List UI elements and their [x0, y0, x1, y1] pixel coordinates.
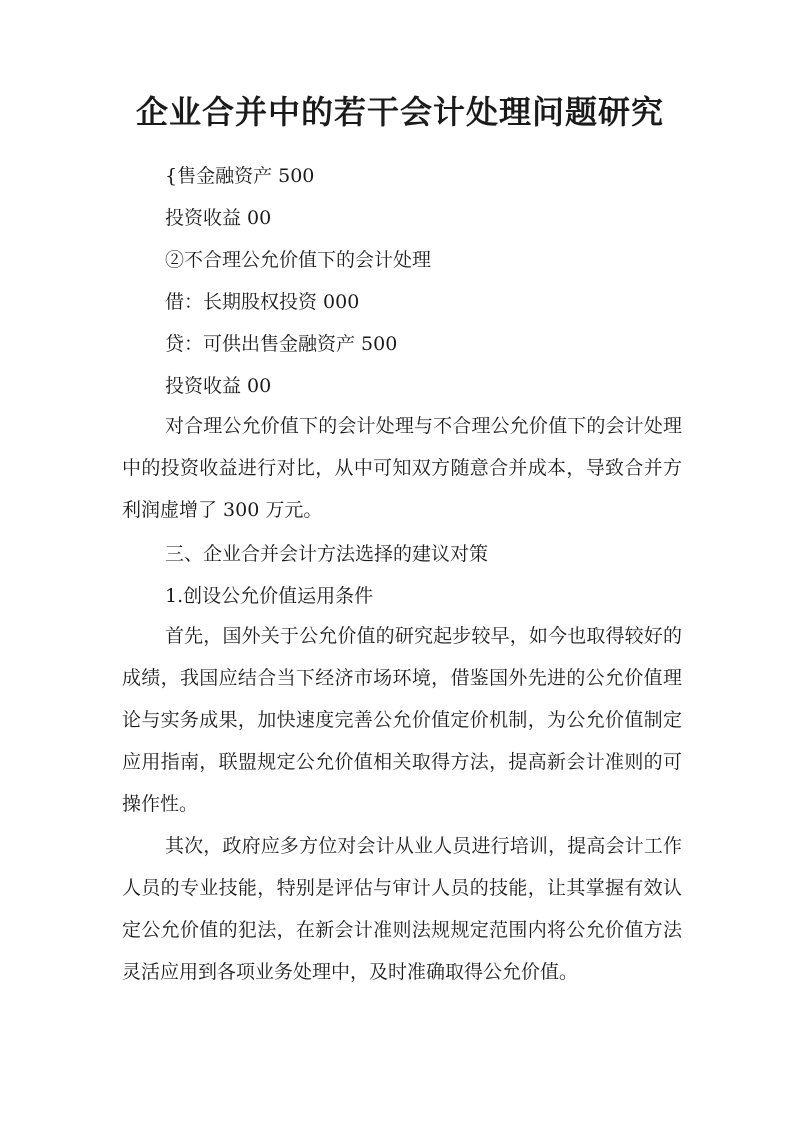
- page-title: 企业合并中的若干会计处理问题研究: [135, 93, 664, 131]
- comparison-paragraph: 对合理公允价值下的会计处理与不合理公允价值下的会计处理中的投资收益进行对比，从中可知双方随意合并成本，导致合并方利润虚增了 300 万元。: [122, 415, 682, 521]
- entry-line-2: 投资收益 00: [165, 207, 272, 229]
- subsection-heading: 1.创设公允价值运用条件: [165, 585, 374, 607]
- entry-line-1: {售金融资产 500: [165, 165, 315, 187]
- entry-line-3: ②不合理公允价值下的会计处理: [165, 249, 432, 271]
- first-measure-paragraph: 首先，国外关于公允价值的研究起步较早，如今也取得较好的成绩，我国应结合当下经济市场环境，借鉴国外先进的公允价值理论与实务成果，加快速度完善公允价值定价机制，为公允价值制定应用指南，联盟规定公允价值相关取得方法，提高新会计准则的可操作性。: [122, 625, 682, 815]
- section-heading: 三、企业合并会计方法选择的建议对策: [165, 543, 489, 565]
- entry-line-4: 借：长期股权投资 000: [165, 291, 360, 313]
- entry-line-6: 投资收益 00: [165, 375, 272, 397]
- entry-line-5: 贷：可供出售金融资产 500: [165, 333, 398, 355]
- second-measure-paragraph: 其次，政府应多方位对会计从业人员进行培训，提高会计工作人员的专业技能，特别是评估与审计人员的技能，让其掌握有效认定公允价值的犯法，在新会计准则法规规定范围内将公允价值方法灵活应用到各项业务处理中，及时准确取得公允价值。: [122, 835, 682, 983]
